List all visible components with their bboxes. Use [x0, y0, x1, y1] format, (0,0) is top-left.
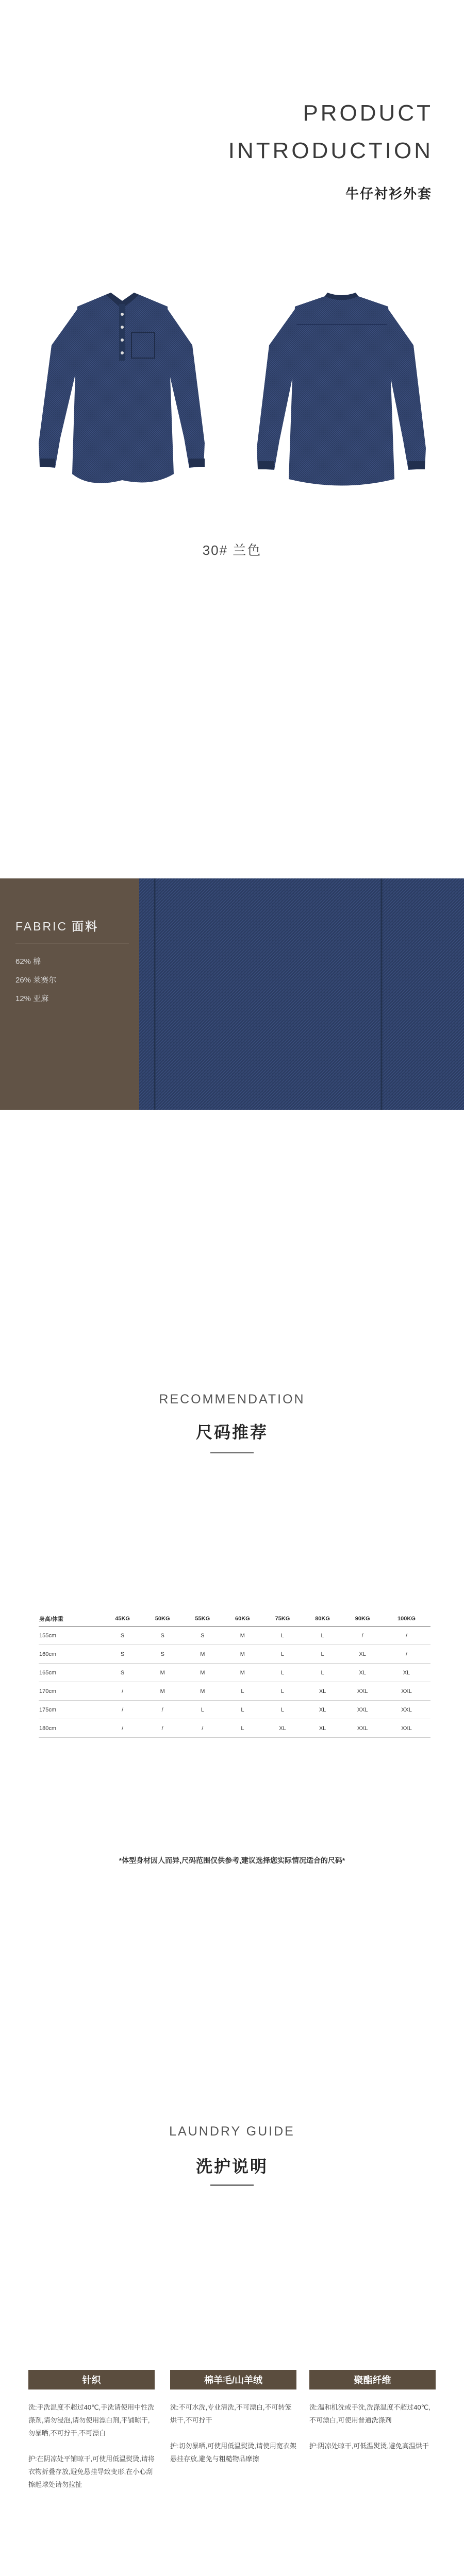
- size-cell: XXL: [383, 1701, 430, 1719]
- size-table-row: [39, 1626, 430, 1645]
- title-line-1: PRODUCT: [303, 100, 433, 126]
- size-table-header: [39, 1612, 430, 1626]
- size-cell: XL: [303, 1682, 343, 1701]
- col-header: 60KG: [223, 1612, 263, 1626]
- size-cell: L: [262, 1664, 303, 1682]
- laundry-card-head: 聚酯纤维: [309, 2370, 436, 2389]
- size-cell: L: [303, 1626, 343, 1645]
- fabric-closeup: [139, 878, 464, 1110]
- size-cell: /: [142, 1719, 183, 1738]
- size-cell: L: [303, 1645, 343, 1664]
- laundry-heading-underline: [210, 2184, 254, 2186]
- height-cell: 180cm: [39, 1719, 103, 1738]
- size-cell: L: [262, 1645, 303, 1664]
- size-heading-cn: 尺码推荐: [195, 1423, 268, 1442]
- size-cell: L: [223, 1719, 263, 1738]
- size-cell: XL: [303, 1719, 343, 1738]
- fabric-title: [15, 917, 98, 934]
- size-cell: XXL: [342, 1682, 383, 1701]
- front-photo: [28, 289, 217, 505]
- fabric-info-panel: [0, 878, 139, 1110]
- laundry-card-head: 棉羊毛/山羊绒: [170, 2370, 296, 2389]
- color-caption: 30# 兰色: [202, 543, 262, 558]
- size-table-row: [39, 1719, 430, 1738]
- fabric-item: 62% 棉: [15, 957, 41, 966]
- fabric-title-cn: 面料: [72, 920, 99, 933]
- laundry-card-text: 洗:温和机洗或手洗,洗涤温度不超过40℃,不可漂白,可使用普通洗涤剂 护:阴凉处晾干,可低温熨烫,避免高温烘干: [309, 2403, 430, 2450]
- size-cell: L: [303, 1664, 343, 1682]
- height-cell: 170cm: [39, 1682, 103, 1701]
- col-header: 90KG: [342, 1612, 383, 1626]
- size-cell: XXL: [342, 1719, 383, 1738]
- laundry-card-head: 针织: [28, 2370, 155, 2389]
- col-header: 身高/体重: [39, 1612, 103, 1626]
- size-cell: L: [183, 1701, 223, 1719]
- size-cell: M: [183, 1645, 223, 1664]
- size-cell: XL: [383, 1664, 430, 1682]
- size-cell: L: [262, 1626, 303, 1645]
- size-cell: /: [103, 1701, 143, 1719]
- size-cell: M: [223, 1664, 263, 1682]
- size-cell: XXL: [342, 1701, 383, 1719]
- shirt-back-image: [247, 289, 436, 505]
- size-cell: XXL: [383, 1682, 430, 1701]
- height-cell: 160cm: [39, 1645, 103, 1664]
- size-cell: M: [183, 1682, 223, 1701]
- height-cell: 165cm: [39, 1664, 103, 1682]
- size-table-row: [39, 1645, 430, 1664]
- size-cell: /: [103, 1682, 143, 1701]
- col-header: 45KG: [103, 1612, 143, 1626]
- size-cell: M: [142, 1682, 183, 1701]
- size-cell: XL: [303, 1701, 343, 1719]
- size-cell: M: [223, 1645, 263, 1664]
- height-cell: 155cm: [39, 1626, 103, 1645]
- size-table-row: [39, 1664, 430, 1682]
- size-cell: XXL: [383, 1719, 430, 1738]
- size-cell: M: [142, 1664, 183, 1682]
- col-header: 100KG: [383, 1612, 430, 1626]
- size-cell: XL: [262, 1719, 303, 1738]
- size-cell: /: [383, 1645, 430, 1664]
- size-cell: L: [223, 1701, 263, 1719]
- size-cell: S: [103, 1664, 143, 1682]
- size-cell: M: [183, 1664, 223, 1682]
- denim-texture-image: [139, 878, 464, 1110]
- size-cell: S: [103, 1645, 143, 1664]
- fabric-section: [0, 878, 464, 1110]
- size-cell: L: [223, 1682, 263, 1701]
- fabric-title-en: FABRIC: [15, 920, 68, 933]
- size-cell: /: [142, 1701, 183, 1719]
- back-photo: [247, 289, 436, 505]
- height-cell: 175cm: [39, 1701, 103, 1719]
- fabric-item: 12% 亚麻: [15, 994, 49, 1003]
- size-cell: S: [142, 1645, 183, 1664]
- title-line-2: INTRODUCTION: [228, 138, 433, 163]
- col-header: 80KG: [303, 1612, 343, 1626]
- size-cell: /: [103, 1719, 143, 1738]
- size-cell: /: [342, 1626, 383, 1645]
- size-cell: M: [223, 1626, 263, 1645]
- size-table-row: [39, 1701, 430, 1719]
- size-cell: XL: [342, 1645, 383, 1664]
- size-table: [39, 1612, 430, 1738]
- laundry-heading-cn: 洗护说明: [195, 2157, 268, 2176]
- fabric-item: 26% 莱赛尔: [15, 976, 57, 985]
- size-cell: L: [262, 1701, 303, 1719]
- shirt-front-image: [28, 289, 217, 505]
- laundry-heading-en: LAUNDRY GUIDE: [169, 2124, 295, 2139]
- size-cell: S: [103, 1626, 143, 1645]
- col-header: 50KG: [142, 1612, 183, 1626]
- size-table-row: [39, 1682, 430, 1701]
- laundry-card-text: 洗:不可水洗,专业清洗,不可漂白,不可转笼烘干,不可拧干 护:切勿暴晒,可使用低温熨烫,请使用宽衣架悬挂存放,避免与粗糙物品摩擦: [170, 2403, 296, 2463]
- product-subtitle: 牛仔衬衫外套: [345, 186, 432, 201]
- size-cell: S: [183, 1626, 223, 1645]
- col-header: 55KG: [183, 1612, 223, 1626]
- size-heading-en: RECOMMENDATION: [159, 1392, 305, 1406]
- laundry-card-text: 洗:手洗温度不超过40℃,手洗请使用中性洗涤剂,请勿浸泡,请勿使用漂白剂,平铺晾干,勿暴晒,不可拧干,不可漂白 护:在阴凉处平铺晾干,可使用低温熨烫,请将衣物折叠存放,避免悬挂导致变形,在小心刮擦起球处请勿拉扯: [28, 2403, 155, 2488]
- size-cell: XL: [342, 1664, 383, 1682]
- size-cell: L: [262, 1682, 303, 1701]
- size-note: *体型身材因人而异,尺码范围仅供参考,建议选择您实际情况适合的尺码*: [119, 1856, 345, 1865]
- size-heading-underline: [210, 1452, 254, 1453]
- size-cell: S: [142, 1626, 183, 1645]
- size-cell: /: [183, 1719, 223, 1738]
- size-cell: /: [383, 1626, 430, 1645]
- col-header: 75KG: [262, 1612, 303, 1626]
